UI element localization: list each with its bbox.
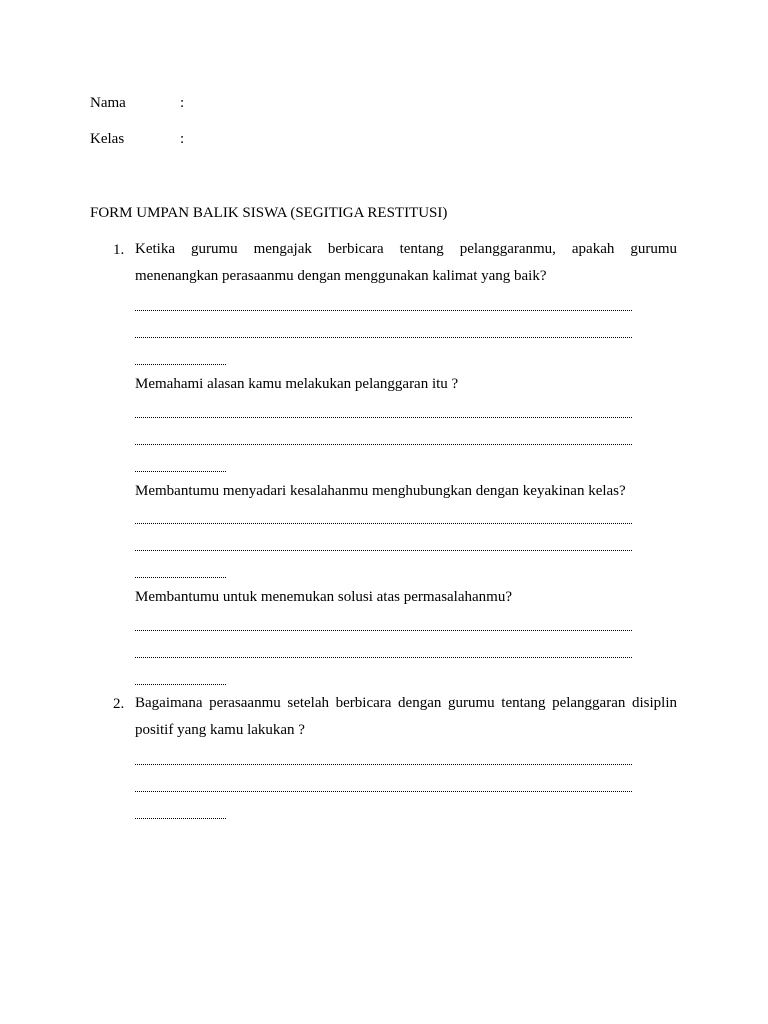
answer-line — [135, 417, 632, 418]
nama-colon: : — [180, 95, 185, 111]
question-2-number: 2. — [113, 696, 125, 712]
nama-label: Nama — [90, 95, 126, 111]
kelas-label: Kelas — [90, 131, 125, 147]
kelas-colon: : — [180, 131, 185, 147]
answer-line — [135, 310, 632, 311]
answer-line — [135, 630, 632, 631]
question-1-sub-2: Membantumu menyadari kesalahanmu menghubungkan dengan keyakinan kelas? — [135, 483, 626, 499]
answer-line — [135, 657, 632, 658]
answer-line — [135, 364, 226, 365]
answer-line — [135, 791, 632, 792]
answer-line — [135, 523, 632, 524]
answer-line — [135, 550, 632, 551]
question-1-number: 1. — [113, 242, 125, 258]
form-title: FORM UMPAN BALIK SISWA (SEGITIGA RESTITUSI) — [90, 205, 448, 221]
answer-line — [135, 337, 632, 338]
question-1-sub-1: Memahami alasan kamu melakukan pelanggaran itu ? — [135, 376, 459, 392]
answer-line — [135, 444, 632, 445]
question-2-text: Bagaimana perasaanmu setelah berbicara dengan gurumu tentang pelanggaran disiplin positif yang kamu lakukan ? — [135, 695, 677, 738]
question-1-sub-3: Membantumu untuk menemukan solusi atas permasalahanmu? — [135, 589, 512, 605]
answer-line — [135, 684, 226, 685]
answer-line — [135, 764, 632, 765]
answer-line — [135, 471, 226, 472]
question-1-text: Ketika gurumu mengajak berbicara tentang pelanggaranmu, apakah gurumu menenangkan perasaanmu dengan menggunakan kalimat yang baik? — [135, 241, 677, 284]
answer-line — [135, 818, 226, 819]
answer-line — [135, 577, 226, 578]
